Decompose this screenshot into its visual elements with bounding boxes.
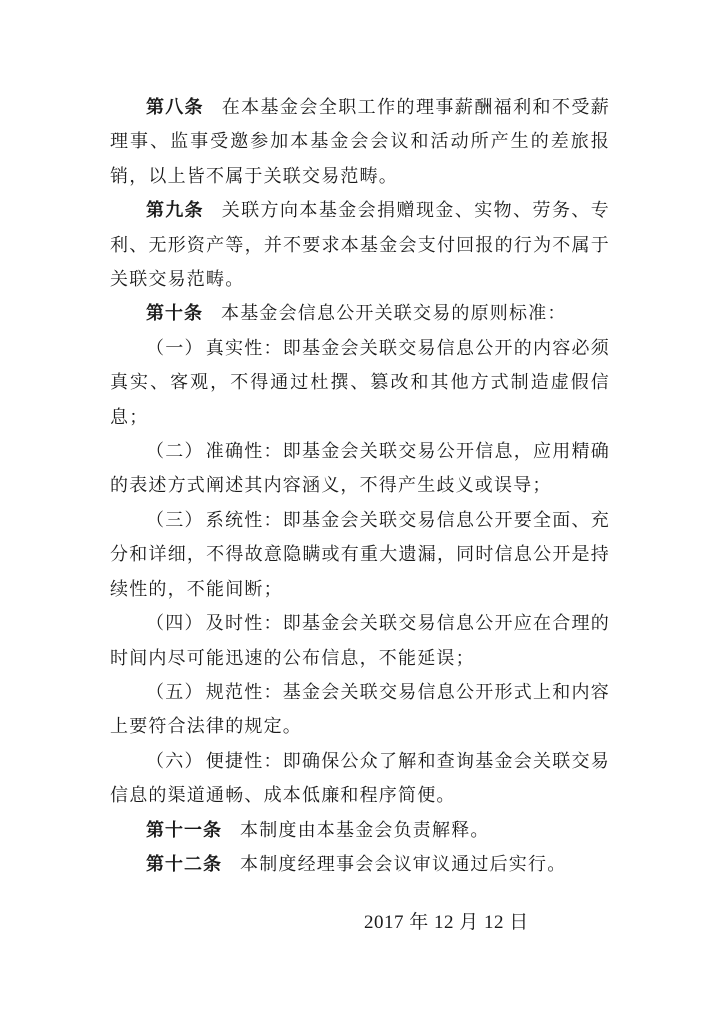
principle-item — [110, 435, 610, 504]
article-12-label: 第十二条 — [146, 853, 222, 875]
article-10-label: 第十条 — [146, 303, 203, 325]
article-11 — [110, 814, 610, 848]
principle-6-text: 便捷性：即确保公众了解和查询基金会关联交易信息的渠道通畅、成本低廉和程序简便。 — [110, 750, 610, 807]
principle-item — [110, 332, 610, 435]
principle-3-text: 系统性：即基金会关联交易信息公开要全面、充分和详细，不得故意隐瞒或有重大遗漏，同时信息公开是持续性的，不能间断； — [110, 509, 610, 600]
article-8-text: 在本基金会全职工作的理事薪酬福利和不受薪理事、监事受邀参加本基金会会议和活动所产生的差旅报销，以上皆不属于关联交易范畴。 — [110, 97, 611, 187]
document-body — [110, 91, 610, 882]
principle-1-label: （一） — [146, 337, 204, 359]
principle-1-text: 真实性：即基金会关联交易信息公开的内容必须真实、客观，不得通过杜撰、篡改和其他方式制造虚假信息； — [110, 337, 610, 428]
article-8 — [110, 91, 610, 194]
principle-item — [110, 745, 610, 814]
principle-2-label: （二） — [146, 441, 204, 463]
article-12 — [110, 848, 610, 882]
principle-item — [110, 676, 610, 745]
principle-5-label: （五） — [146, 681, 204, 703]
principle-3-label: （三） — [146, 509, 204, 531]
article-12-text: 本制度经理事会会议审议通过后实行。 — [240, 853, 567, 875]
article-11-label: 第十一条 — [146, 819, 222, 841]
principle-item — [110, 607, 610, 676]
document-date: 2017 年 12 月 12 日 — [364, 912, 529, 933]
article-9-label: 第九条 — [146, 200, 204, 222]
principle-2-text: 准确性：即基金会关联交易公开信息，应用精确的表述方式阐述其内容涵义，不得产生歧义或误导； — [110, 441, 610, 497]
principle-4-label: （四） — [146, 613, 204, 635]
article-9 — [110, 194, 610, 297]
principle-5-text: 规范性：基金会关联交易信息公开形式上和内容上要符合法律的规定。 — [110, 681, 610, 738]
principle-item — [110, 504, 610, 607]
article-8-label: 第八条 — [146, 97, 204, 118]
principle-4-text: 及时性：即基金会关联交易信息公开应在合理的时间内尽可能迅速的公布信息，不能延误； — [110, 613, 610, 669]
article-9-text: 关联方向本基金会捐赠现金、实物、劳务、专利、无形资产等，并不要求本基金会支付回报的行为不属于关联交易范畴。 — [110, 200, 611, 291]
principle-6-label: （六） — [146, 750, 204, 772]
article-10-text: 本基金会信息公开关联交易的原则标准： — [221, 303, 567, 325]
article-11-text: 本制度由本基金会负责解释。 — [240, 819, 490, 841]
article-10 — [110, 297, 610, 331]
